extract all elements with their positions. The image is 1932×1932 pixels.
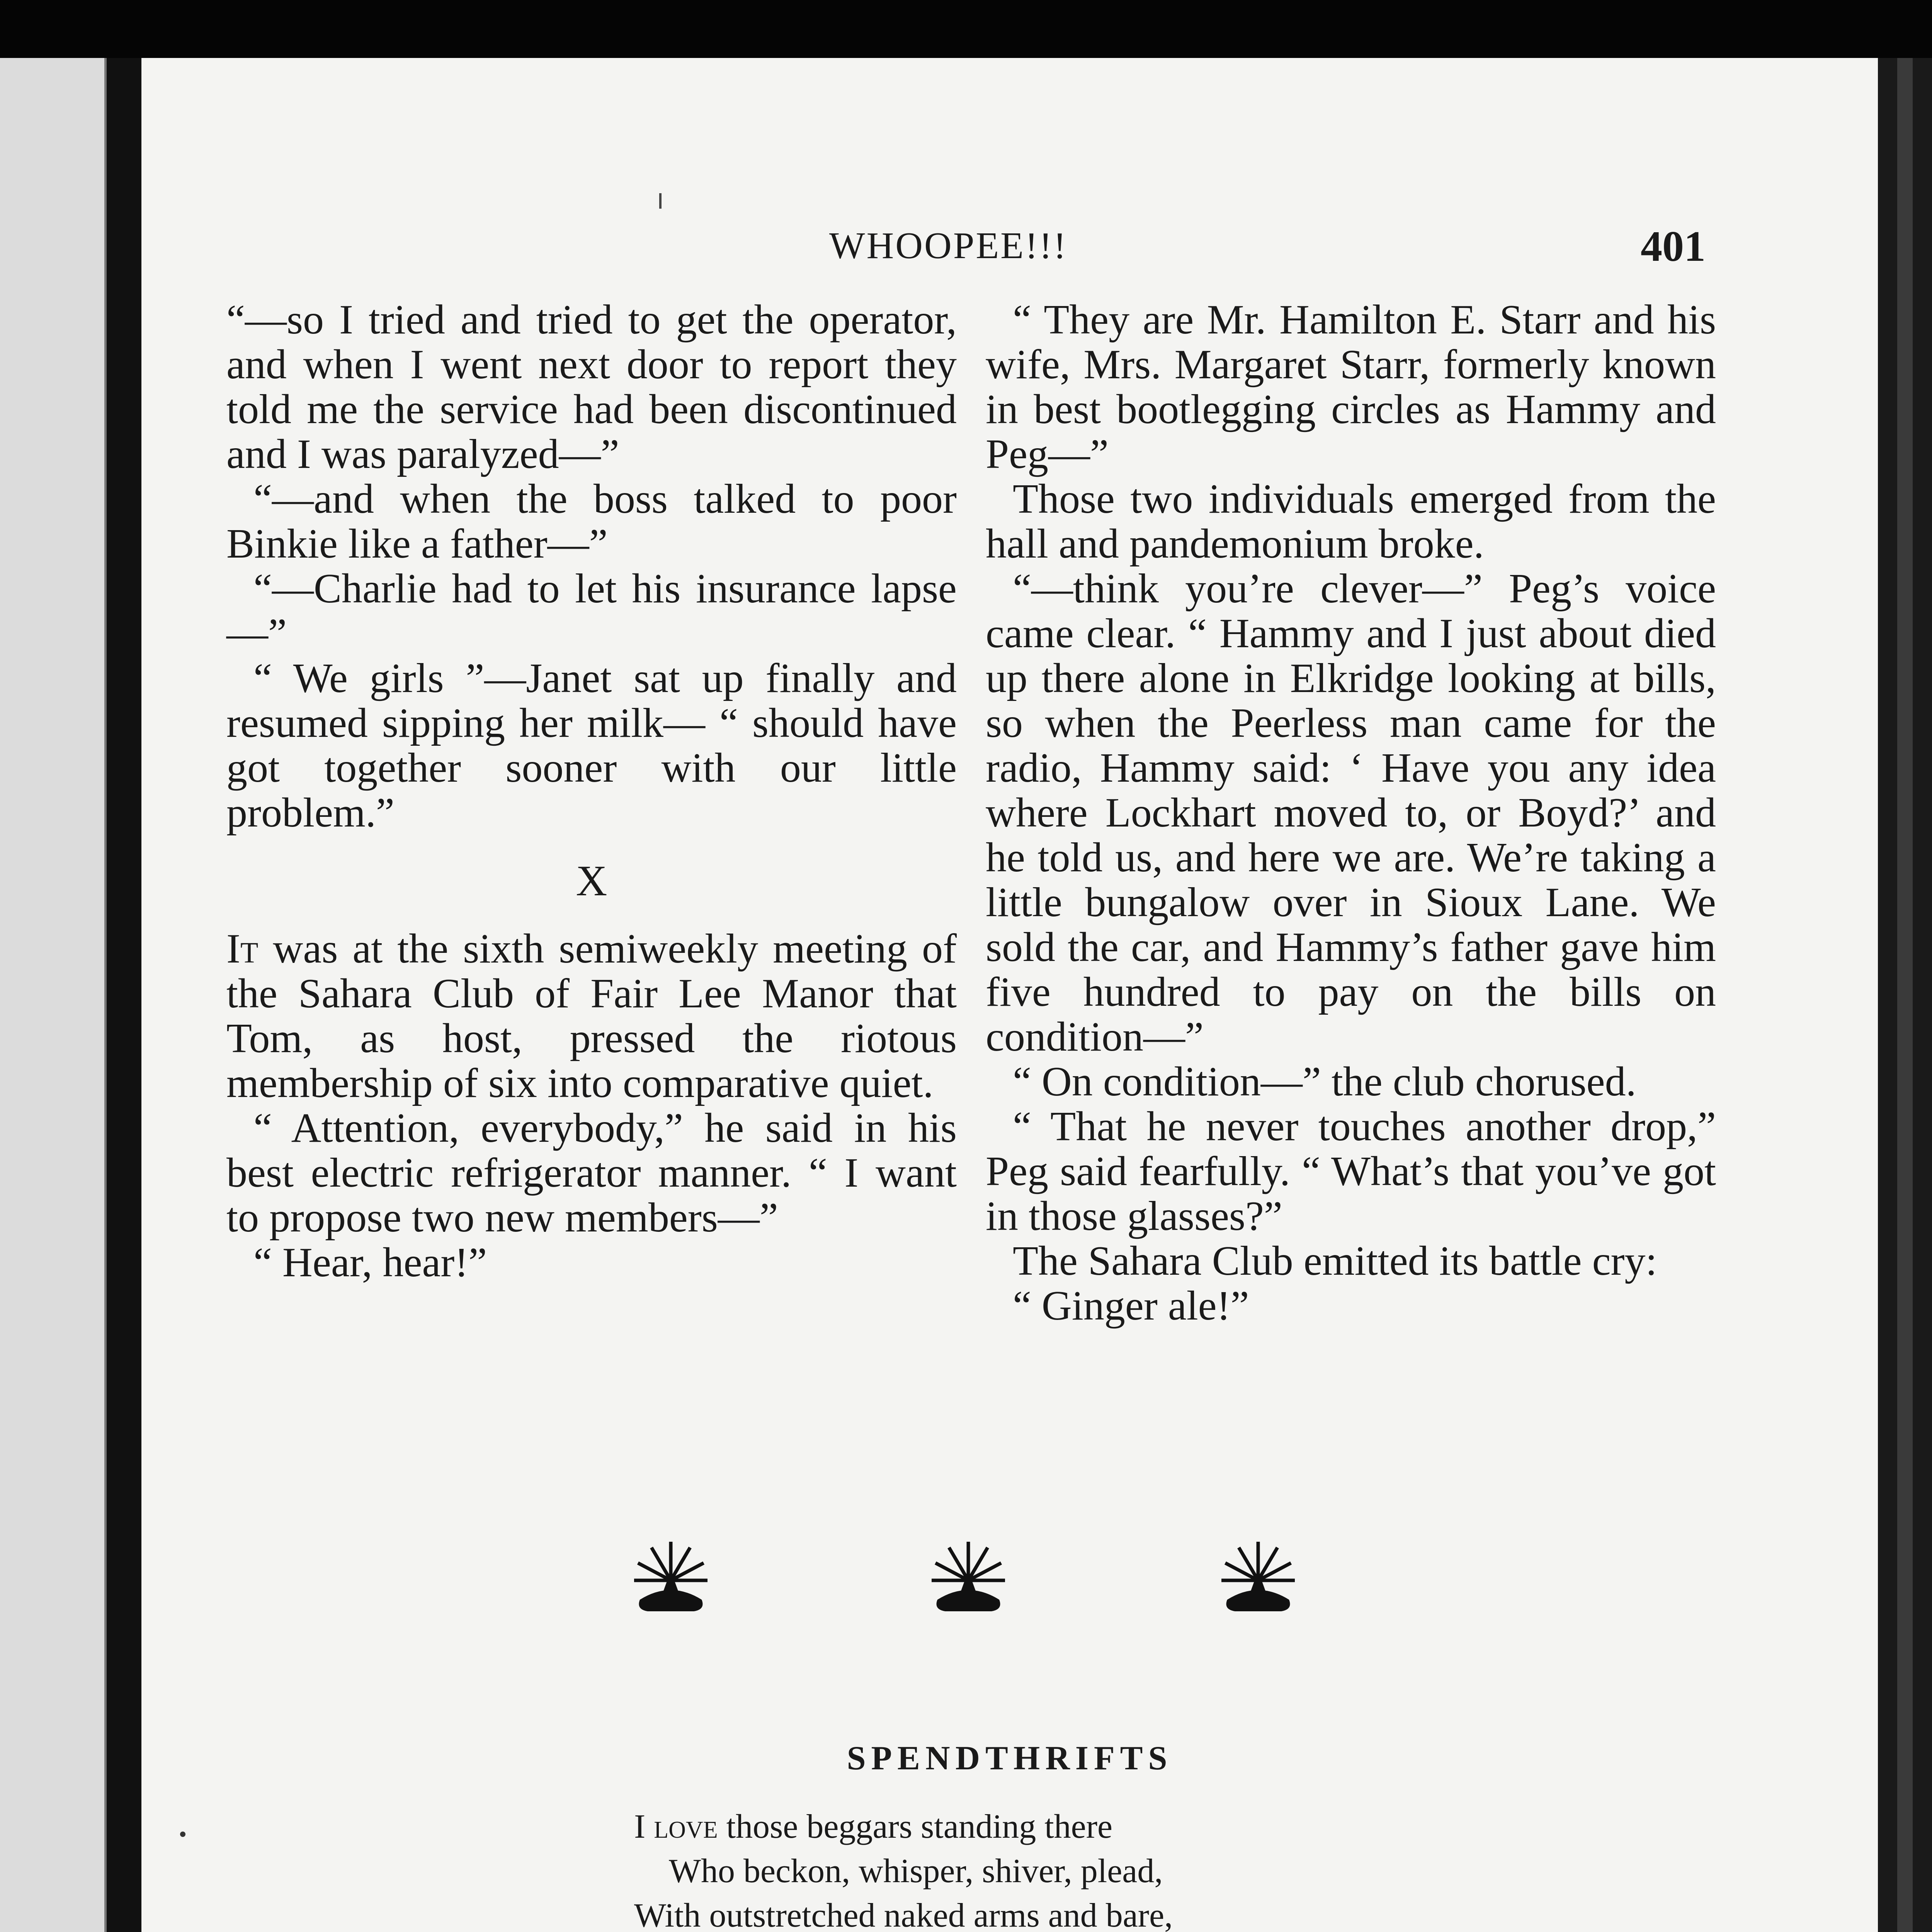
poem-line: With outstretched naked arms and bare, [634,1897,1173,1932]
paragraph: The Sahara Club emitted its battle cry: [1013,1238,1657,1284]
page-speck [180,1832,185,1837]
page-speck [659,193,662,209]
book-gutter [107,58,141,1932]
page-number: 401 [1641,223,1706,270]
poem-line-text: those beggars standing there [718,1808,1113,1845]
sunburst-ornament-icon [624,1534,717,1619]
facing-page-edge [0,58,107,1932]
section-opening-paragraph [226,927,957,1106]
left-column [226,298,957,1285]
poem [634,1804,1561,1932]
book-page [141,58,1878,1932]
opening-text: was at the sixth semiweekly meeting of the Sahara Club of Fair Lee Manor that Tom, as host, pressed the riotous membership of six into comparative quiet. [226,926,957,1106]
opening-word: It [226,926,259,972]
ornament-row [141,1534,1878,1634]
stanza-1 [634,1804,1561,1932]
paragraph: “ They are Mr. Hamilton E. Starr and his wife, Mrs. Margaret Starr, formerly known in best bootlegging circles as Hammy and Peg—” [986,297,1716,477]
paragraph: “ That he never touches another drop,” Peg said fearfully. “ What’s that you’ve got in those glasses?” [986,1104,1716,1239]
right-column [986,298,1716,1328]
running-title: WHOOPEE!!! [829,225,1068,267]
paragraph: “ We girls ”—Janet sat up finally and resumed sipping her milk— “ should have got together sooner with our little problem.” [226,655,957,836]
paragraph: “ On condition—” the club chorused. [1013,1059,1636,1105]
book-edge-strip [1897,58,1913,1932]
paragraph: Those two individuals emerged from the hall and pandemonium broke. [986,476,1716,567]
poem-line: Who beckon, whisper, shiver, plead, [669,1852,1163,1890]
paragraph: “—think you’re clever—” Peg’s voice came clear. “ Hammy and I just about died up there alone in Elkridge looking at bills, so when the Peerless man came for the radio, Hammy said: ‘ Have you any idea where Lockhart moved to, or Boyd?’ and he told us, and here we are. We’re taking a little bungalow over in Sioux Lane. We sold the car, and Hammy’s father gave him five hundred to pay on the bills on condition—” [986,566,1716,1060]
poem-first-word: I love [634,1808,718,1845]
paragraph: “ Hear, hear!” [253,1240,487,1286]
poem-title: SPENDTHRIFTS [847,1740,1173,1777]
paragraph: “ Attention, everybody,” he said in his best electric refrigerator manner. “ I want to propose two new members—” [226,1105,957,1241]
paragraph: “—Charlie had to let his insurance lapse—” [226,566,957,656]
paragraph: “—so I tried and tried to get the operator, and when I went next door to report they told me the service had been discontinued and I was paralyzed—” [226,297,957,477]
sunburst-ornament-icon [922,1534,1015,1619]
paragraph: “ Ginger ale!” [1013,1283,1249,1329]
poem-line [634,1804,1561,1849]
running-header [141,224,1878,286]
top-band [0,0,1932,58]
paragraph: “—and when the boss talked to poor Binkie like a father—” [226,476,957,567]
sunburst-ornament-icon [1212,1534,1304,1619]
section-number: X [576,857,607,905]
